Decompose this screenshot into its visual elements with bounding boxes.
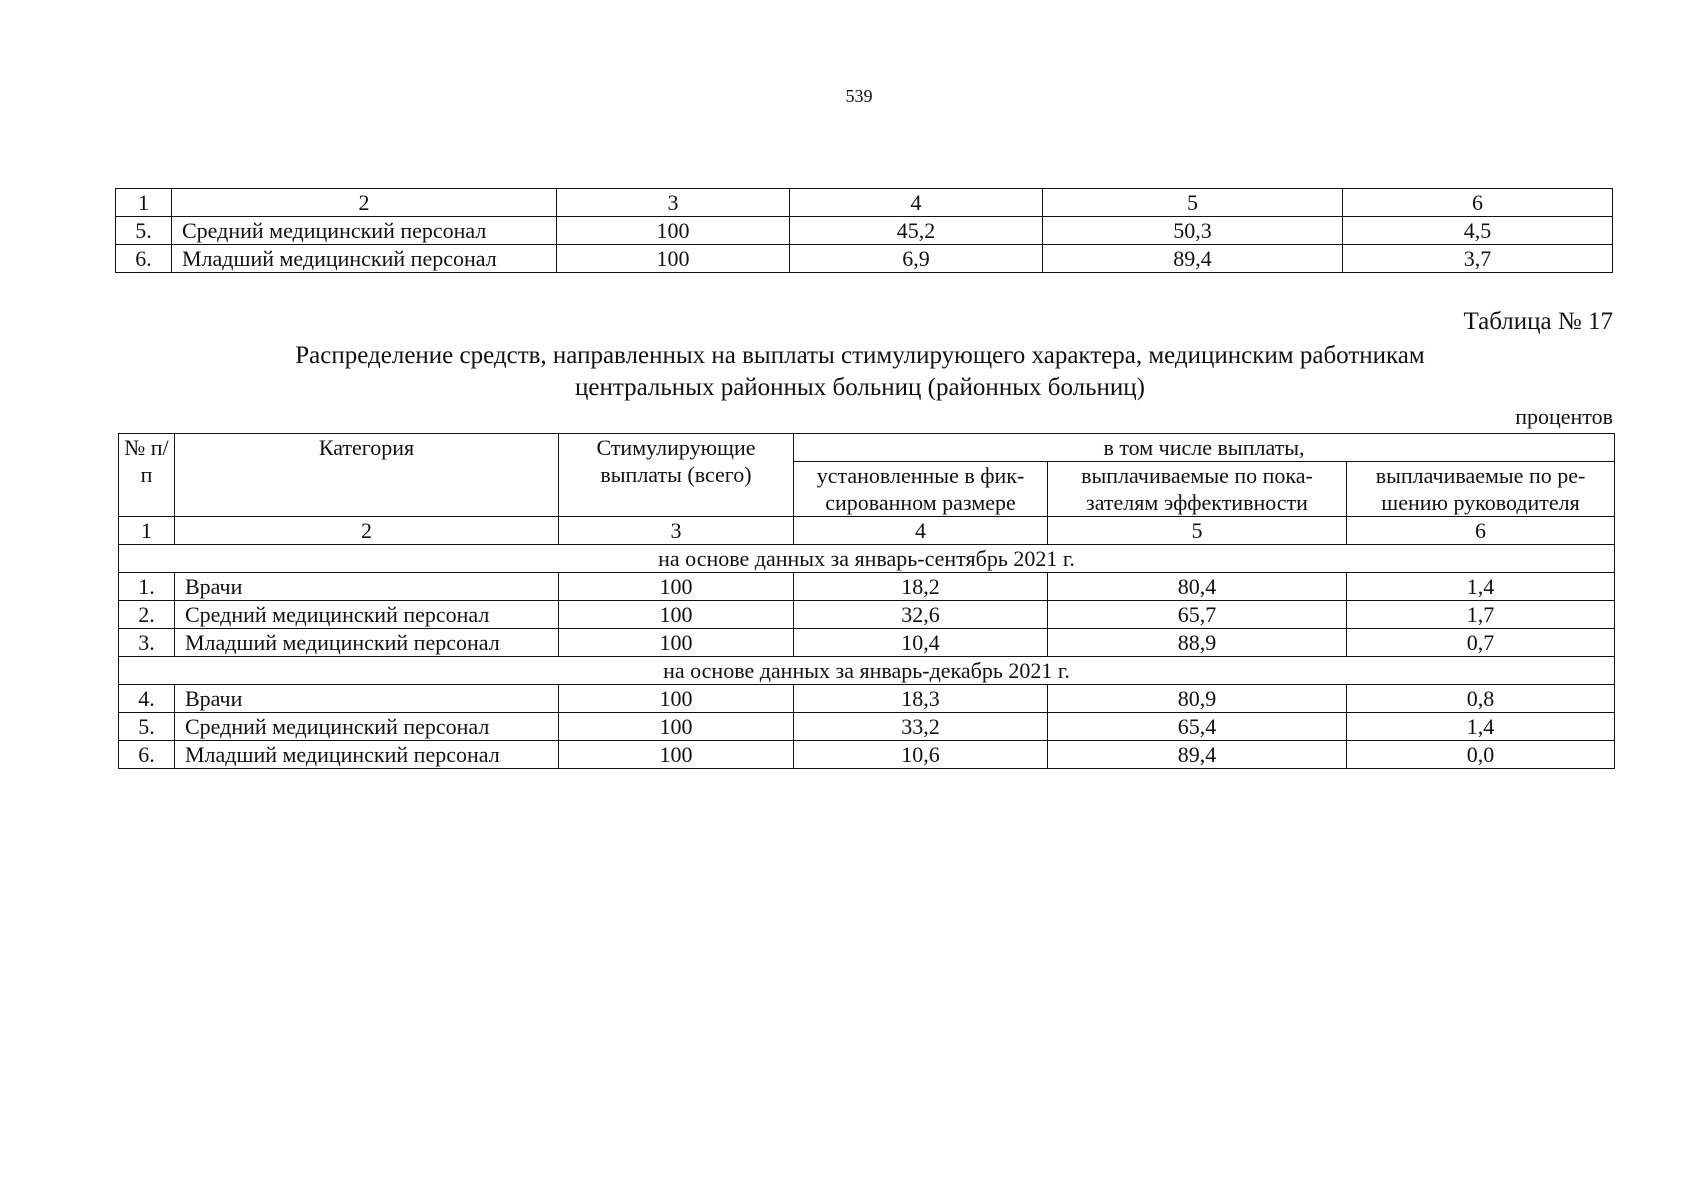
header-manager: выплачиваемые по ре-шению руководителя <box>1347 462 1615 517</box>
category-cell: Младший медицинский персонал <box>175 741 559 769</box>
header-num: № п/п <box>119 434 175 517</box>
col-number-cell: 4 <box>794 517 1048 545</box>
category-cell: Средний медицинский персонал <box>172 217 557 245</box>
total-cell: 100 <box>557 245 790 273</box>
col-number-cell: 3 <box>559 517 794 545</box>
total-cell: 100 <box>559 573 794 601</box>
table-title <box>190 340 1530 404</box>
fixed-cell: 18,3 <box>794 685 1048 713</box>
total-cell: 100 <box>559 713 794 741</box>
fixed-cell: 33,2 <box>794 713 1048 741</box>
efficiency-cell: 89,4 <box>1043 245 1343 273</box>
total-cell: 100 <box>559 601 794 629</box>
header-category: Категория <box>175 434 559 517</box>
section-label: на основе данных за январь-сентябрь 2021 г. <box>119 545 1615 573</box>
units-label: процентов <box>1515 404 1613 429</box>
table-title-line: Распределение средств, направленных на выплаты стимулирующего характера, медицинским работникам <box>295 342 1425 369</box>
fixed-cell: 32,6 <box>794 601 1048 629</box>
row-number: 2. <box>119 601 175 629</box>
row-number: 1. <box>119 573 175 601</box>
row-number: 6. <box>119 741 175 769</box>
manager-cell: 4,5 <box>1343 217 1613 245</box>
manager-cell: 0,0 <box>1347 741 1615 769</box>
fixed-cell: 18,2 <box>794 573 1048 601</box>
col-number-cell: 6 <box>1343 189 1613 217</box>
manager-cell: 3,7 <box>1343 245 1613 273</box>
efficiency-cell: 80,9 <box>1048 685 1347 713</box>
table-row <box>119 573 1615 601</box>
efficiency-cell: 80,4 <box>1048 573 1347 601</box>
total-cell: 100 <box>559 629 794 657</box>
row-number: 4. <box>119 685 175 713</box>
category-cell: Младший медицинский персонал <box>175 629 559 657</box>
table-row <box>119 713 1615 741</box>
total-cell: 100 <box>559 741 794 769</box>
table-row <box>116 245 1613 273</box>
row-number: 6. <box>116 245 172 273</box>
table-number-label: Таблица № 17 <box>1463 308 1613 335</box>
col-number-cell: 5 <box>1048 517 1347 545</box>
table-title-line: центральных районных больниц (районных больниц) <box>575 374 1145 401</box>
section-row <box>119 657 1615 685</box>
table-row <box>119 601 1615 629</box>
previous-table-continuation <box>115 188 1613 273</box>
total-cell: 100 <box>559 685 794 713</box>
fixed-cell: 45,2 <box>790 217 1043 245</box>
header-row <box>119 434 1615 462</box>
header-fixed: установленные в фик-сированном размере <box>794 462 1048 517</box>
row-number: 5. <box>119 713 175 741</box>
row-number: 5. <box>116 217 172 245</box>
header-including: в том числе выплаты, <box>794 434 1615 462</box>
fixed-cell: 10,6 <box>794 741 1048 769</box>
section-label: на основе данных за январь-декабрь 2021 г. <box>119 657 1615 685</box>
header-efficiency: выплачиваемые по пока-зателям эффективности <box>1048 462 1347 517</box>
table-row <box>116 217 1613 245</box>
table-row <box>119 629 1615 657</box>
header-total: Стимулирующие выплаты (всего) <box>559 434 794 517</box>
col-number-cell: 3 <box>557 189 790 217</box>
col-number-cell: 6 <box>1347 517 1615 545</box>
column-number-row <box>116 189 1613 217</box>
table-row <box>119 685 1615 713</box>
manager-cell: 0,8 <box>1347 685 1615 713</box>
section-row <box>119 545 1615 573</box>
category-cell: Врачи <box>175 685 559 713</box>
category-cell: Средний медицинский персонал <box>175 713 559 741</box>
efficiency-cell: 89,4 <box>1048 741 1347 769</box>
col-number-cell: 5 <box>1043 189 1343 217</box>
col-number-cell: 2 <box>172 189 557 217</box>
total-cell: 100 <box>557 217 790 245</box>
fixed-cell: 6,9 <box>790 245 1043 273</box>
efficiency-cell: 65,4 <box>1048 713 1347 741</box>
efficiency-cell: 65,7 <box>1048 601 1347 629</box>
table-17 <box>118 433 1615 769</box>
row-number: 3. <box>119 629 175 657</box>
col-number-cell: 2 <box>175 517 559 545</box>
table-row <box>119 741 1615 769</box>
manager-cell: 1,4 <box>1347 573 1615 601</box>
fixed-cell: 10,4 <box>794 629 1048 657</box>
col-number-cell: 1 <box>116 189 172 217</box>
category-cell: Врачи <box>175 573 559 601</box>
col-number-cell: 4 <box>790 189 1043 217</box>
column-number-row <box>119 517 1615 545</box>
manager-cell: 1,4 <box>1347 713 1615 741</box>
category-cell: Младший медицинский персонал <box>172 245 557 273</box>
manager-cell: 0,7 <box>1347 629 1615 657</box>
efficiency-cell: 50,3 <box>1043 217 1343 245</box>
efficiency-cell: 88,9 <box>1048 629 1347 657</box>
category-cell: Средний медицинский персонал <box>175 601 559 629</box>
manager-cell: 1,7 <box>1347 601 1615 629</box>
col-number-cell: 1 <box>119 517 175 545</box>
page-number: 539 <box>845 86 873 106</box>
